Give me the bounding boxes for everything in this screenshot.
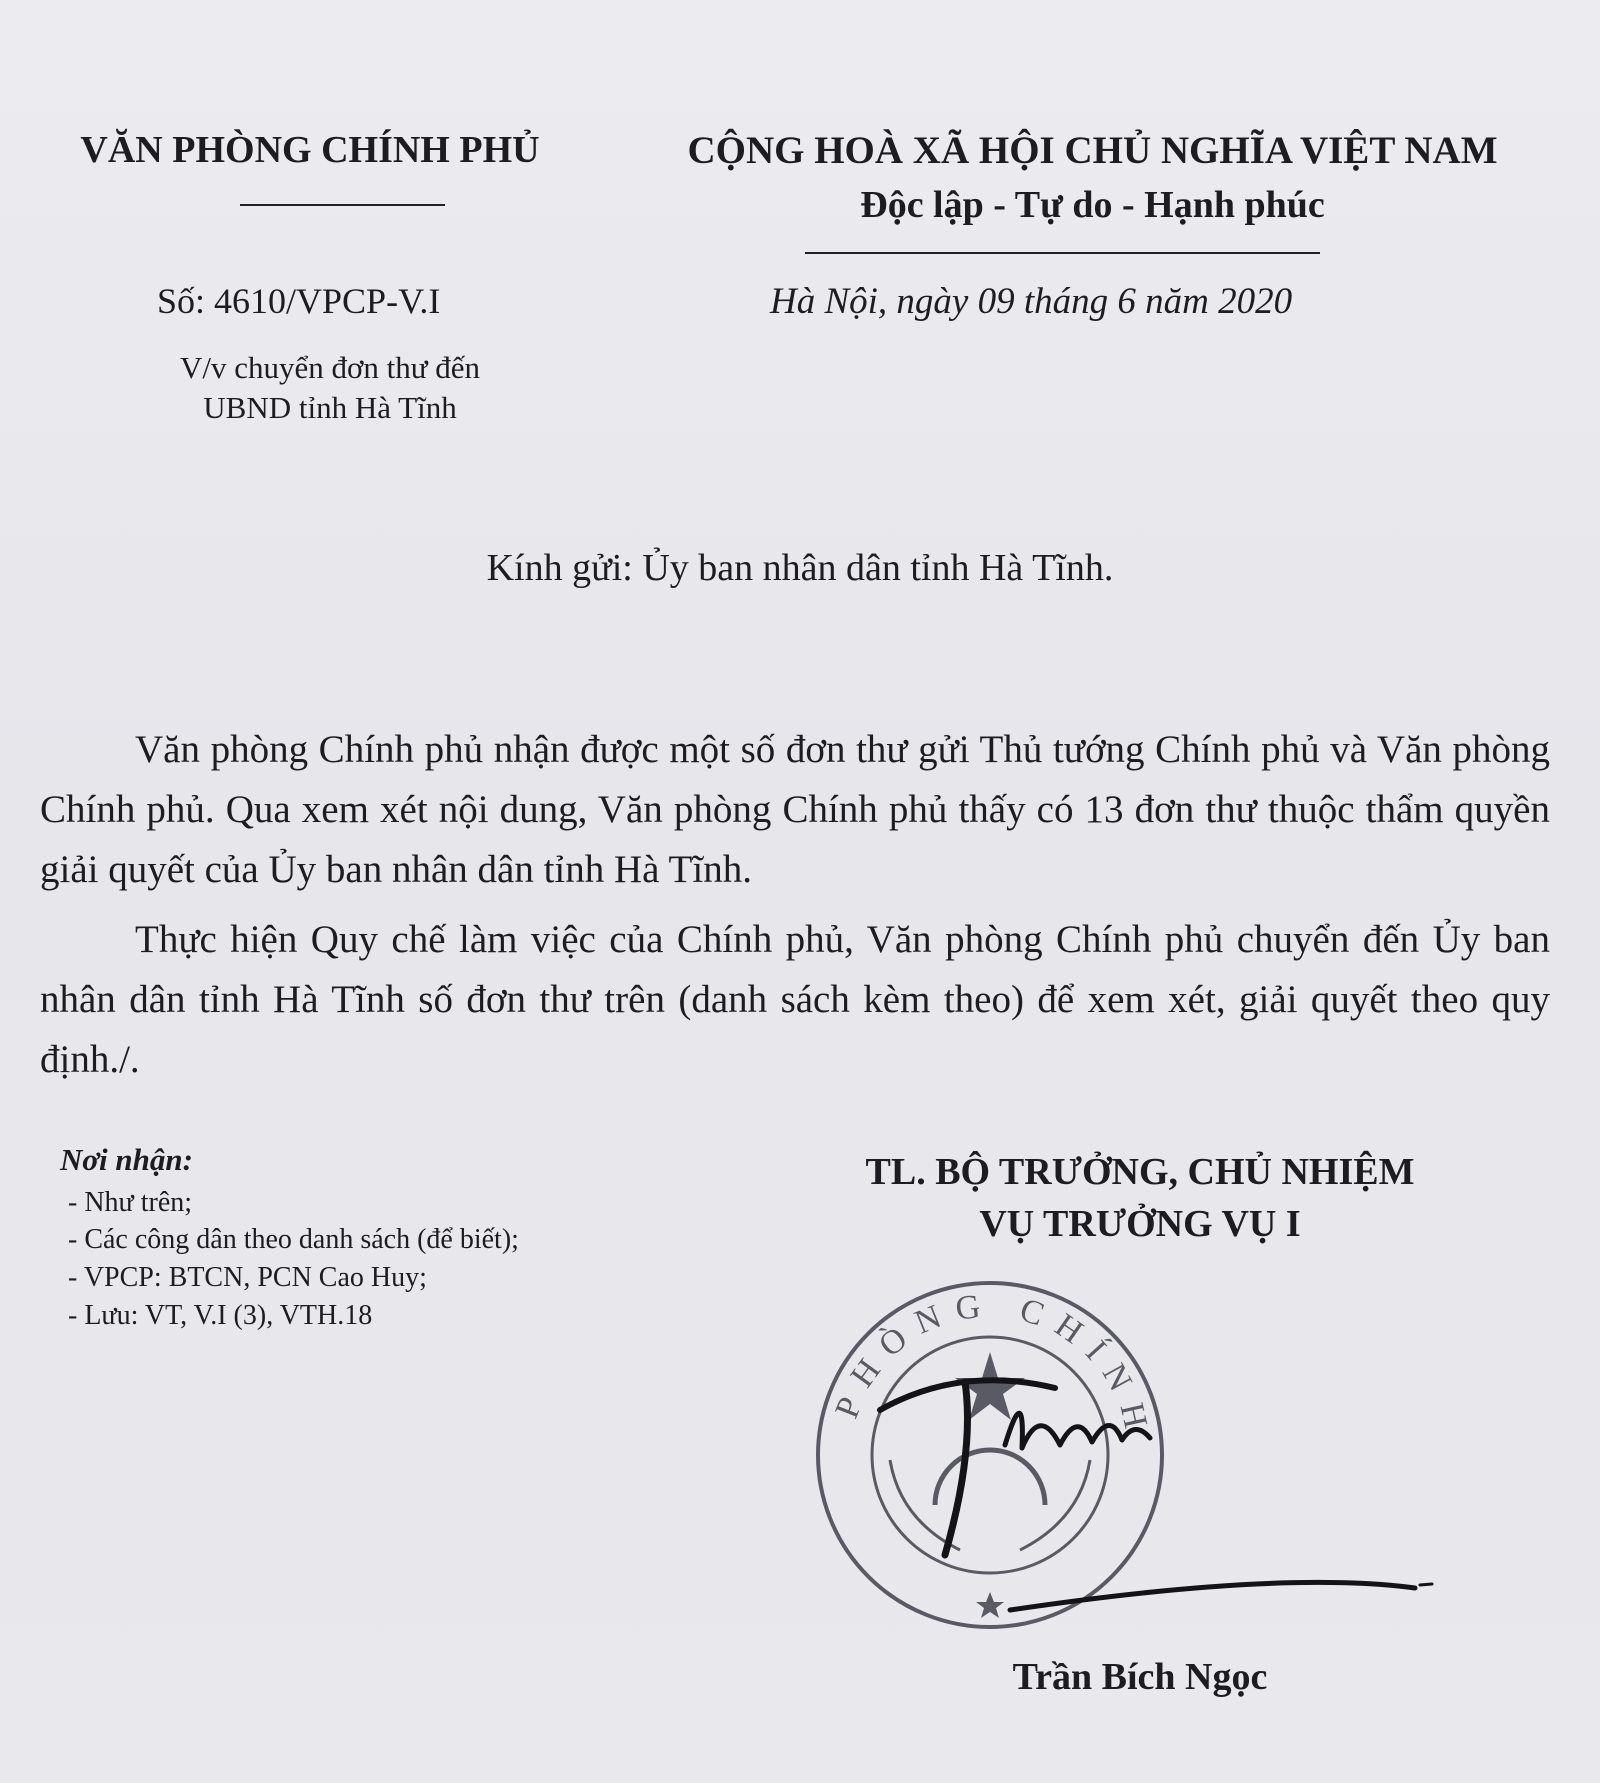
recipient-line: Kính gửi: Ủy ban nhân dân tỉnh Hà Tĩnh.: [486, 547, 1114, 589]
seal-emblem-gear: [935, 1450, 1045, 1505]
body-paragraph-2: Thực hiện Quy chế làm việc của Chính phủ, Văn phòng Chính phủ chuyển đến Ủy ban nhân dân tỉnh Hà Tĩnh số đơn thư trên (danh sách kèm theo) để xem xét, giải quyết theo quy định./.: [40, 918, 1550, 1081]
place-and-date: Hà Nội, ngày 09 tháng 6 năm 2020: [770, 281, 1293, 322]
signature-authority-line-2: VỤ TRƯỞNG VỤ I: [979, 1203, 1301, 1245]
receiver-item: - Lưu: VT, V.I (3), VTH.18: [68, 1300, 373, 1331]
motto-underline: [805, 252, 1320, 254]
subject-line-2: UBND tỉnh Hà Tĩnh: [203, 390, 457, 425]
document-number: Số: 4610/VPCP-V.I: [157, 281, 441, 321]
seal-text: PHÒNG CHÍNH: [828, 1286, 1158, 1446]
agency-name: VĂN PHÒNG CHÍNH PHỦ: [80, 129, 540, 171]
receiver-item: - Như trên;: [68, 1187, 193, 1218]
signature-authority-line-1: TL. BỘ TRƯỞNG, CHỦ NHIỆM: [865, 1151, 1415, 1193]
seal-outer-ring: [818, 1283, 1162, 1627]
receiver-item: - VPCP: BTCN, PCN Cao Huy;: [68, 1262, 427, 1293]
body-paragraph-1: Văn phòng Chính phủ nhận được một số đơn thư gửi Thủ tướng Chính phủ và Văn phòng Chính phủ. Qua xem xét nội dung, Văn phòng Chính phủ thấy có 13 đơn thư thuộc thẩm quyền giải quyết của Ủy ban nhân dân tỉnh Hà Tĩnh.: [40, 728, 1550, 891]
receivers-title: Nơi nhận:: [60, 1142, 193, 1177]
seal-emblem-rice-right: [1020, 1460, 1090, 1550]
agency-underline: [240, 204, 445, 206]
seal-and-signature: [760, 1270, 1480, 1630]
receiver-item: - Các công dân theo danh sách (để biết);: [68, 1224, 519, 1255]
national-title: CỘNG HOÀ XÃ HỘI CHỦ NGHĨA VIỆT NAM: [687, 129, 1498, 172]
signer-name: Trần Bích Ngọc: [1012, 1656, 1268, 1698]
national-motto: Độc lập - Tự do - Hạnh phúc: [860, 184, 1325, 226]
official-seal: [818, 1283, 1162, 1627]
subject-line-1: V/v chuyển đơn thư đến: [179, 350, 481, 385]
small-star-icon: [976, 1592, 1004, 1618]
